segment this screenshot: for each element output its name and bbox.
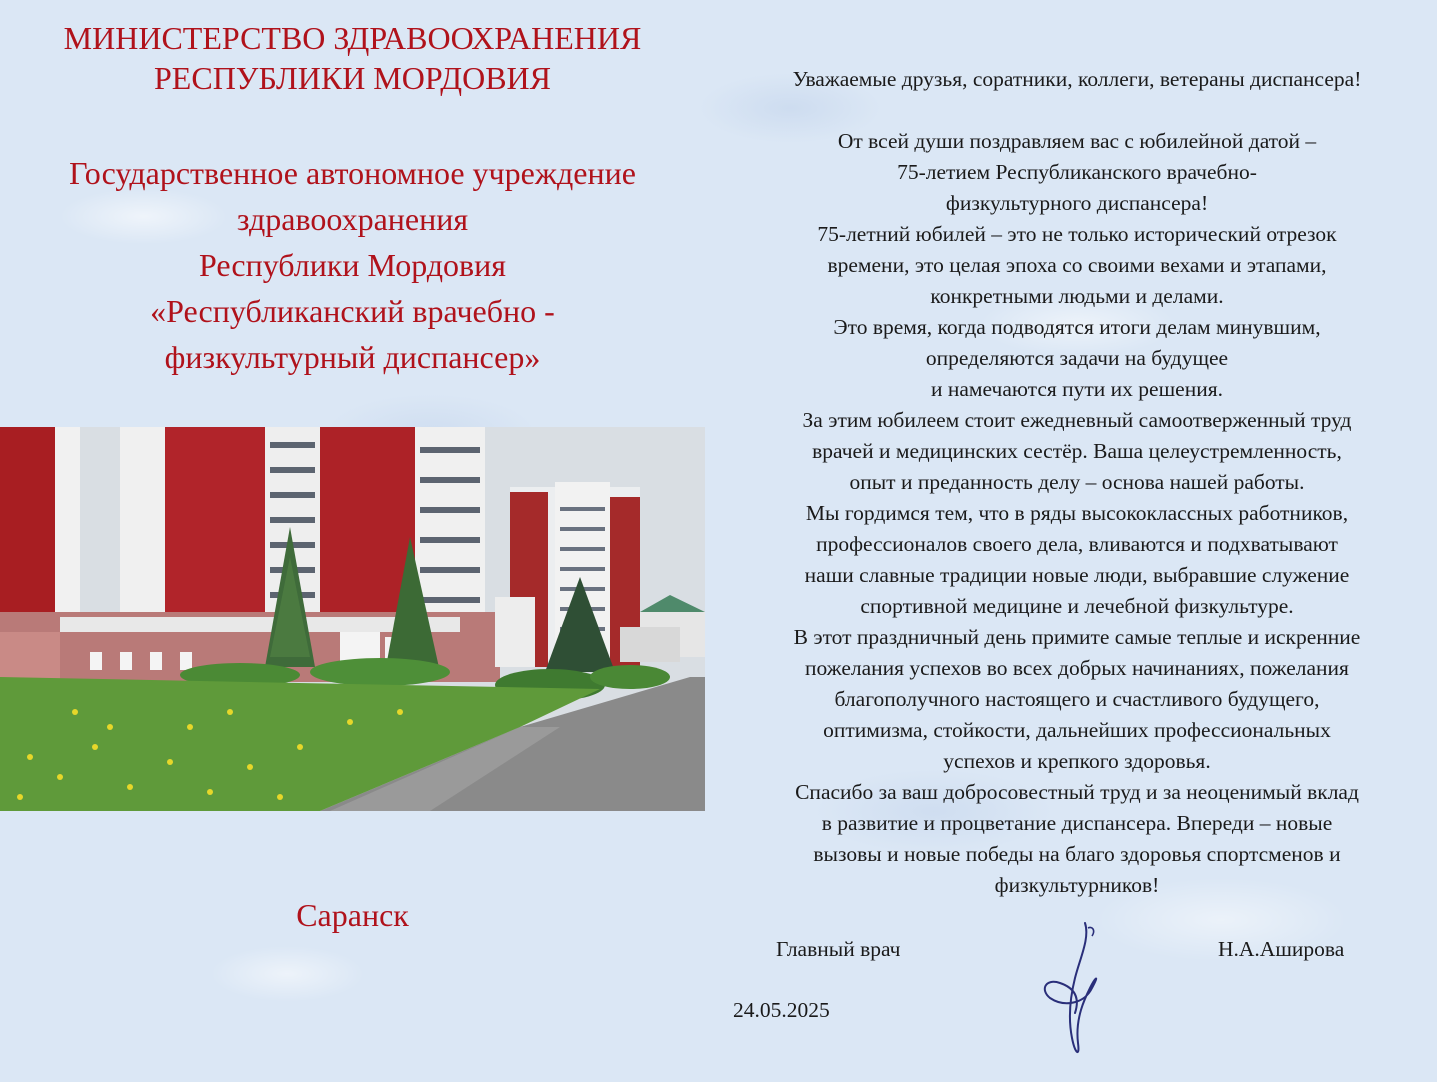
letter-line: времени, это целая эпоха со своими вехами и этапами, (827, 253, 1327, 277)
letter-line: Спасибо за ваш добросовестный труд и за неоценимый вклад (795, 780, 1359, 804)
letter-line: 75-летием Республиканского врачебно- (897, 160, 1257, 184)
city-name: Саранск (296, 897, 409, 933)
handwritten-signature (1030, 918, 1120, 1068)
letter-line: физкультурного диспансера! (945, 191, 1209, 215)
ministry-heading (0, 18, 705, 98)
institution-name (0, 150, 705, 380)
letter-line: опыт и преданность делу – основа нашей работы. (849, 470, 1305, 494)
letter-line: Мы гордимся тем, что в ряды высококлассных работников, (805, 501, 1349, 525)
letter-greeting: Уважаемые друзья, соратники, коллеги, ветераны диспансера! (792, 67, 1362, 91)
letter-line: успехов и крепкого здоровья. (943, 749, 1211, 773)
ministry-line-2: РЕСПУБЛИКИ МОРДОВИЯ (154, 60, 551, 96)
letter-line: В этот праздничный день примите самые теплые и искренние (793, 625, 1361, 649)
letter-line: конкретными людьми и делами. (930, 284, 1224, 308)
letter-line: От всей души поздравляем вас с юбилейной датой – (837, 129, 1317, 153)
letter-line: благополучного настоящего и счастливого будущего, (834, 687, 1320, 711)
letter-line: пожелания успехов во всех добрых начинаниях, пожелания (805, 656, 1349, 680)
institution-line: Республики Мордовия (199, 247, 506, 283)
letter-line: вызовы и новые победы на благо здоровья спортсменов и (813, 842, 1341, 866)
signatory-name: Н.А.Аширова (1218, 937, 1345, 961)
letter-date: 24.05.2025 (733, 998, 830, 1022)
letter-line: профессионалов своего дела, вливаются и подхватывают (816, 532, 1338, 556)
letter-line: врачей и медицинских сестёр. Ваша целеустремленность, (812, 439, 1342, 463)
letter-line: оптимизма, стойкости, дальнейших профессиональных (823, 718, 1331, 742)
signatory-title: Главный врач (776, 937, 901, 961)
letter-line: спортивной медицине и лечебной физкультуре. (860, 594, 1294, 618)
institution-line: Государственное автономное учреждение (69, 155, 636, 191)
institution-line: «Республиканский врачебно - (150, 293, 555, 329)
institution-line: физкультурный диспансер» (164, 339, 541, 375)
letter-line: 75-летний юбилей – это не только исторический отрезок (817, 222, 1337, 246)
congratulation-letter (722, 64, 1432, 901)
letter-line: физкультурников! (994, 873, 1160, 897)
letter-line: определяются задачи на будущее (925, 346, 1229, 370)
building-photo (0, 427, 705, 811)
letter-line: наши славные традиции новые люди, выбравшие служение (804, 563, 1350, 587)
letter-line: За этим юбилеем стоит ежедневный самоотверженный труд (802, 408, 1352, 432)
letter-line: в развитие и процветание диспансера. Впереди – новые (821, 811, 1333, 835)
letter-line: и намечаются пути их решения. (931, 377, 1223, 401)
institution-line: здравоохранения (236, 201, 469, 237)
letter-line: Это время, когда подводятся итоги делам минувшим, (833, 315, 1321, 339)
ministry-line-1: МИНИСТЕРСТВО ЗДРАВООХРАНЕНИЯ (63, 20, 642, 56)
